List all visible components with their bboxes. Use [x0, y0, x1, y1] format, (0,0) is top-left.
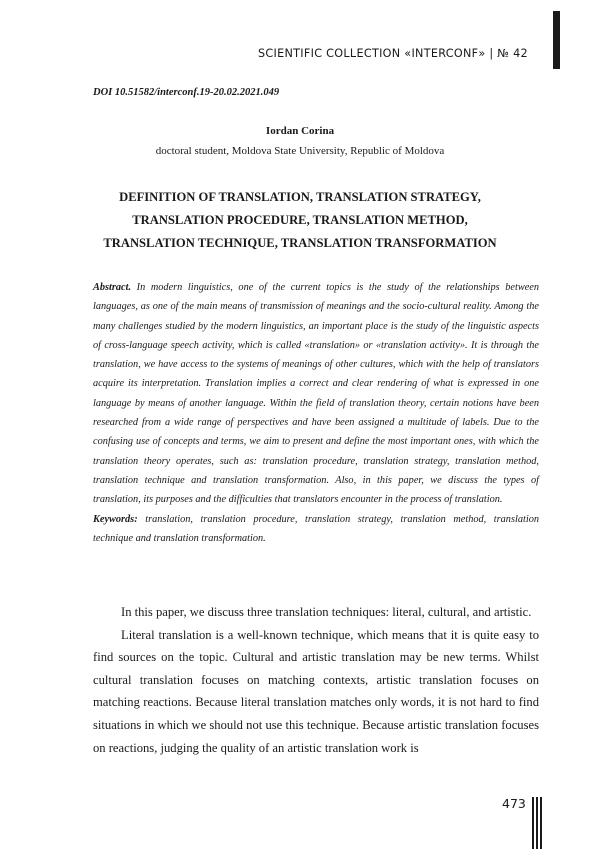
author-name: Iordan Corina	[265, 125, 335, 137]
paper-title	[70, 186, 530, 255]
keywords-text: translation, translation procedure, translation strategy, translation method, translation technique and translation transformation.	[93, 513, 539, 544]
author-affiliation: doctoral student, Moldova State University, Republic of Moldova	[155, 145, 445, 157]
abstract-label: Abstract.	[93, 282, 132, 293]
running-header: SCIENTIFIC COLLECTION «INTERCONF» | № 42	[258, 47, 528, 60]
footer-vertical-rule	[536, 797, 538, 849]
abstract-text: In modern linguistics, one of the current topics is the study of the relationships between languages, as one of the main means of transmission of meanings and the socio-cultural reality. Among the many challenges studied by the modern linguistics, an important place is the study of the linguistic aspects of cross-language speech activity, which is called «translation» or «translation activity». It is through the translation, we have access to the systems of meanings of other cultures, which with the help of translators acquire its interpretation. Translation implies a correct and clear rendering of what is expressed in one language by means of another language. Within the field of translation theory, certain notions have been researched from a wide range of perspectives and have been assigned a multitude of labels. Due to the confusing use of concepts and terms, we aim to present and define the most important ones, with which the translation theory operates, such as: translation procedure, translation strategy, translation method, translation technique and translation transformation. Also, in this paper, we discuss the types of translation, its purposes and the difficulties that translators encounter in the process of translation.	[93, 282, 539, 506]
title-line: DEFINITION OF TRANSLATION, TRANSLATION STRATEGY,	[119, 190, 481, 204]
keywords-paragraph	[93, 510, 539, 549]
title-line: TRANSLATION PROCEDURE, TRANSLATION METHOD,	[132, 213, 468, 227]
title-line: TRANSLATION TECHNIQUE, TRANSLATION TRANSFORMATION	[103, 236, 497, 250]
footer-vertical-rule	[540, 797, 542, 849]
body-paragraph: Literal translation is a well-known technique, which means that it is quite easy to find sources on the topic. Cultural and artistic translation may be new terms. Whilst cultural translation focuses on matching contexts, artistic translation focuses on matching reactions. Because literal translation matches only words, it is not hard to find situations in which we should not use this technique. Because artistic translation focuses on reactions, judging the quality of an artistic translation work is	[93, 627, 539, 755]
footer-vertical-rule	[532, 797, 534, 849]
abstract-paragraph	[93, 278, 539, 510]
body-text	[93, 601, 539, 759]
page-number: 473	[502, 796, 526, 811]
abstract-section	[93, 278, 539, 548]
keywords-label: Keywords:	[93, 513, 138, 525]
doi: DOI 10.51582/interconf.19-20.02.2021.049	[93, 87, 280, 98]
header-vertical-rule	[553, 11, 560, 69]
body-paragraph: In this paper, we discuss three translation techniques: literal, cultural, and artistic.	[121, 605, 532, 619]
